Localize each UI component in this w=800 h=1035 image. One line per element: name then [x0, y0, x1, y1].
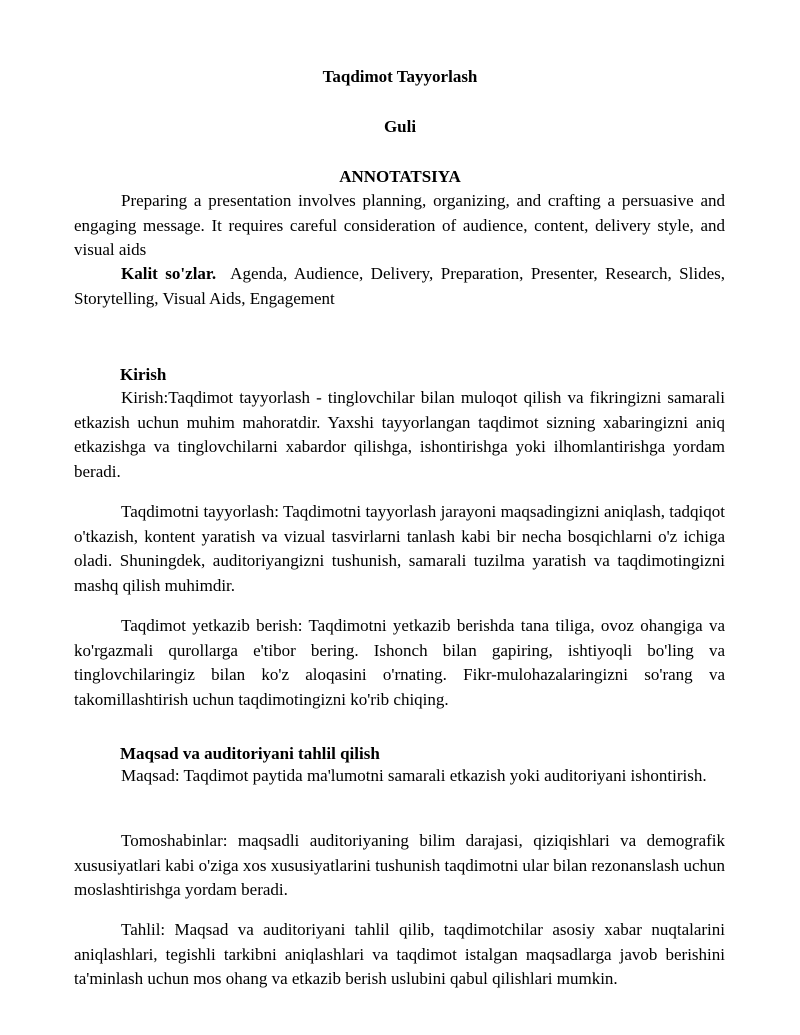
keywords-label: Kalit so'zlar.: [121, 264, 217, 283]
document-title: Taqdimot Tayyorlash: [322, 67, 478, 86]
intro-heading: Kirish: [120, 365, 167, 384]
section2-heading: Maqsad va auditoriyani tahlil qilish: [120, 744, 380, 763]
intro-paragraph-1: Kirish:Taqdimot tayyorlash - tinglovchilar bilan muloqot qilish va fikringizni samarali etkazish uchun muhim mahoratdir. Yaxshi tayyorlangan taqdimot sizning xabaringizni aniq etkazishga va tinglovchilarni xabardor qilishga, ishontirishga yoki ilhomlantirishga yordam beradi.: [74, 388, 725, 481]
intro-paragraph-3: Taqdimot yetkazib berish: Taqdimotni yetkazib berishda tana tiliga, ovoz ohangiga va ko'rgazmali qurollarga e'tibor bering. Ishonch bilan gapiring, ishtiyoqli bo'ling va tinglovchilaringiz bilan ko'z aloqasini o'rnating. Fikr-mulohazalaringizni so'rang va takomillashtirish uchun taqdimotingizni ko'rib chiqing.: [74, 616, 725, 709]
document-author: Guli: [383, 117, 417, 136]
section2-paragraph-1: Maqsad: Taqdimot paytida ma'lumotni samarali etkazish yoki auditoriyani ishontirish.: [121, 766, 707, 785]
annotation-heading: ANNOTATSIYA: [339, 167, 461, 186]
annotation-paragraph: Preparing a presentation involves planning, organizing, and crafting a persuasive and engaging message. It requires careful consideration of audience, content, delivery style, and visual aids: [74, 191, 725, 259]
section2-paragraph-3: Tahlil: Maqsad va auditoriyani tahlil qilib, taqdimotchilar asosiy xabar nuqtalarini aniqlashlari, tegishli tarkibni aniqlashlari va taqdimot istalgan maqsadlarga javob berishini ta'minlash uchun mos ohang va etkazib berish uslubini qabul qilishlari mumkin.: [74, 920, 725, 988]
section2-paragraph-2: Tomoshabinlar: maqsadli auditoriyaning bilim darajasi, qiziqishlari va demografik xususiyatlari kabi o'ziga xos xususiyatlarini tushunish taqdimotni ular bilan rezonanslash uchun moslashtirishga yordam beradi.: [74, 831, 725, 899]
keywords-paragraph: [74, 262, 725, 311]
keywords-text: Agenda, Audience, Delivery, Preparation, Presenter, Research, Slides, Storytelling, Visual Aids, Engagement: [74, 264, 725, 308]
intro-paragraph-2: Taqdimotni tayyorlash: Taqdimotni tayyorlash jarayoni maqsadingizni aniqlash, tadqiqot o'tkazish, kontent yaratish va vizual tasvirlarni tanlash kabi bir necha bosqichlarni o'z ichiga oladi. Shuningdek, auditoriyangizni tushunish, samarali tuzilma yaratish va taqdimotingizni mashq qilish muhimdir.: [74, 502, 725, 595]
